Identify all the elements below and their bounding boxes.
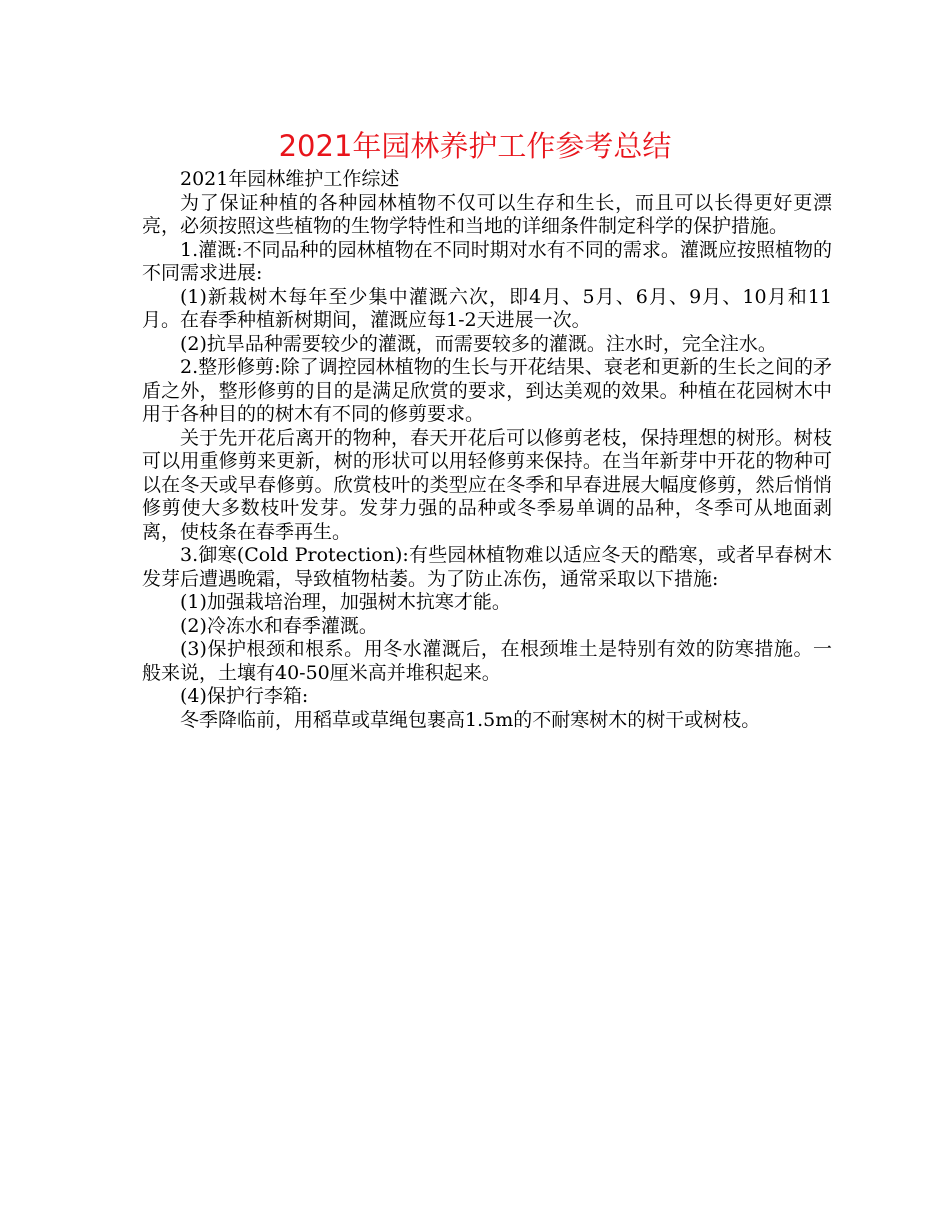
document-title: 2021年园林养护工作参考总结: [278, 129, 672, 163]
paragraph-cold-item-3: (3)保护根颈和根系。用冬水灌溉后，在根颈堆土是特别有效的防寒措施。一般来说，土壤有40-50厘米高并堆积起来。: [142, 638, 832, 684]
paragraph-cold-protection: 3.御寒(Cold Protection):有些园林植物难以适应冬天的酷寒，或者早春树木发芽后遭遇晚霜，导致植物枯萎。为了防止冻伤，通常采取以下措施:: [142, 544, 832, 590]
paragraph-cold-item-4: (4)保护行李箱:: [180, 685, 309, 707]
paragraph-cold-item-1: (1)加强栽培治理，加强树木抗寒才能。: [180, 591, 511, 613]
paragraph-trunk-wrapping: 冬季降临前，用稻草或草绳包裹高1.5m的不耐寒树木的树干或树枝。: [180, 708, 761, 731]
paragraph-cold-item-2: (2)冷冻水和春季灌溉。: [180, 614, 378, 637]
paragraph-pruning-details: 关于先开花后离开的物种，春天开花后可以修剪老枝，保持理想的树形。树枝可以用重修剪来更新，树的形状可以用轻修剪来保持。在当年新芽中开花的物种可以在冬天或早春修剪。欣赏枝叶的类型应在冬季和早春进展大幅度修剪，然后悄悄修剪使大多数枝叶发芽。发芽力强的品种或冬季易单调的品种，冬季可从地面剥离，使枝条在春季再生。: [142, 426, 832, 543]
document-body: [142, 168, 832, 732]
paragraph-irrigation: 1.灌溉:不同品种的园林植物在不同时期对水有不同的需求。灌溉应按照植物的不同需求进展:: [142, 238, 832, 284]
paragraph-pruning: 2.整形修剪:除了调控园林植物的生长与开花结果、衰老和更新的生长之间的矛盾之外，整形修剪的目的是满足欣赏的要求，到达美观的效果。种植在花园树木中用于各种目的的树木有不同的修剪要求。: [142, 356, 832, 425]
paragraph-irrigation-item-2: (2)抗旱品种需要较少的灌溉，而需要较多的灌溉。注水时，完全注水。: [180, 332, 777, 355]
paragraph-subtitle: 2021年园林维护工作综述: [180, 168, 400, 190]
paragraph-intro: 为了保证种植的各种园林植物不仅可以生存和生长，而且可以长得更好更漂亮，必须按照这些植物的生物学特性和当地的详细条件制定科学的保护措施。: [142, 191, 832, 237]
paragraph-irrigation-item-1: (1)新栽树木每年至少集中灌溉六次，即4月、5月、6月、9月、10月和11月。在春季种植新树期间，灌溉应每1-2天进展一次。: [142, 285, 832, 331]
